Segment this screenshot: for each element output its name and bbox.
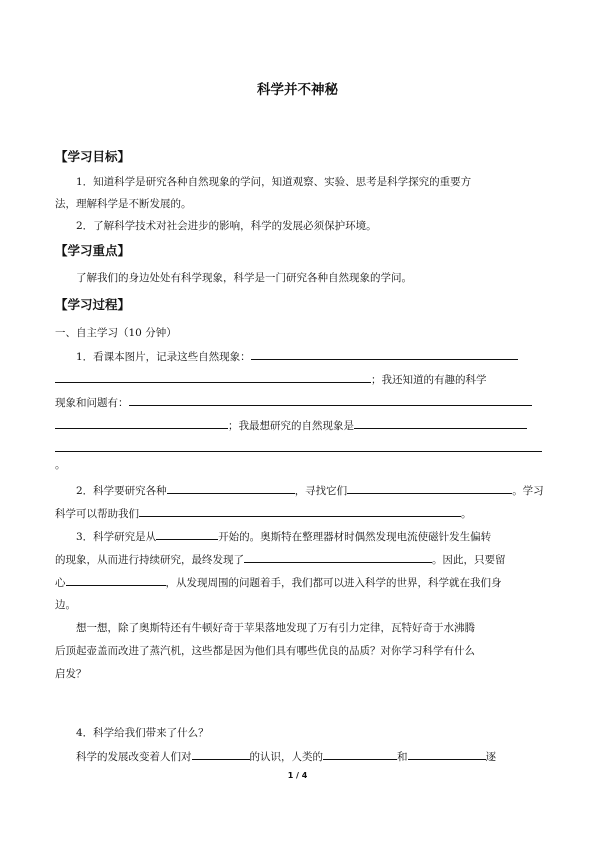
blank-people-understanding[interactable] [192, 748, 250, 760]
question-1-text-d: ；我最想研究的自然现象是 [228, 420, 354, 432]
section-heading-key-points: 【学习重点】 [55, 243, 131, 258]
part-1-title: 一、自主学习（10 分钟） [55, 327, 177, 339]
question-3-line-1 [55, 528, 563, 545]
question-1-line-1 [55, 348, 563, 365]
question-3-line-2 [55, 551, 542, 568]
objective-1-line-1: 1．知道科学是研究各种自然现象的学问，知道观察、实验、思考是科学探究的重要方 [76, 176, 472, 188]
blank-interesting-phenomena-cont[interactable] [55, 417, 228, 429]
question-1-text-c: 现象和问题有： [55, 397, 129, 409]
question-4-text-a: 科学的发展改变着人们对 [76, 751, 192, 763]
question-3-text-b: 开始的。奥斯特在整理器材时偶然发现电流使磁针发生偏转 [218, 531, 492, 543]
blank-interesting-phenomena[interactable] [129, 394, 532, 406]
question-4-text-c: 和 [397, 751, 408, 763]
blank-natural-phenomena-cont[interactable] [55, 371, 371, 383]
question-3-text-a: 3．科学研究是从 [76, 531, 157, 543]
blank-research-starts-from[interactable] [156, 528, 218, 540]
question-3-text-d: 。因此，只要留 [432, 554, 506, 566]
think-line-2: 后顶起壶盖而改进了蒸汽机，这些都是因为他们具有哪些优良的品质？对你学习科学有什么 [55, 645, 475, 657]
blank-natural-phenomena[interactable] [251, 348, 518, 360]
question-2-text-e: 。 [461, 508, 472, 520]
blank-pay-attention[interactable] [66, 574, 166, 586]
question-3-line-3 [55, 574, 542, 591]
section-heading-process: 【学习过程】 [55, 297, 131, 312]
question-2-text-b: ，寻找它们 [294, 485, 348, 497]
blank-science-helps-us[interactable] [139, 505, 461, 517]
question-1-line-5 [55, 440, 542, 457]
objective-2: 2．了解科学技术对社会进步的影响，科学的发展必须保护环境。 [76, 220, 377, 232]
question-4-line-1 [55, 748, 563, 765]
blank-human-aspect-1[interactable] [323, 748, 397, 760]
blank-oersted-discovered[interactable] [244, 551, 432, 563]
question-4-text-b: 的认识，人类的 [249, 751, 323, 763]
blank-find-their[interactable] [347, 482, 512, 494]
question-1-end: 。 [55, 459, 66, 471]
key-points-text: 了解我们的身边处处有科学现象，科学是一门研究各种自然现象的学问。 [76, 272, 412, 284]
think-line-3: 启发？ [55, 668, 87, 680]
question-1-line-3 [55, 394, 542, 411]
section-heading-objectives: 【学习目标】 [55, 149, 131, 164]
question-2-text-a: 2．科学要研究各种 [76, 485, 167, 497]
question-2-line-1 [55, 482, 563, 499]
page-title: 科学并不神秘 [257, 82, 338, 98]
blank-human-aspect-2[interactable] [408, 748, 486, 760]
question-1-line-2 [55, 371, 542, 388]
question-1-prompt: 1．看课本图片，记录这些自然现象： [76, 351, 251, 363]
question-1-text-b: ；我还知道的有趣的科学 [371, 374, 487, 386]
blank-science-studies[interactable] [167, 482, 295, 494]
question-2-line-2 [55, 505, 542, 522]
question-3-text-c: 的现象，从而进行持续研究，最终发现了 [55, 554, 244, 566]
blank-most-wanted-phenomenon-cont[interactable] [55, 440, 542, 452]
question-4-text-d: 逐 [485, 751, 496, 763]
question-3-text-e: 心 [55, 577, 66, 589]
think-line-1: 想一想，除了奥斯特还有牛顿好奇于苹果落地发现了万有引力定律，瓦特好奇于水沸腾 [76, 622, 475, 634]
question-2-text-d: 科学可以帮助我们 [55, 508, 139, 520]
question-3-text-f: ，从发现周围的问题着手，我们都可以进入科学的世界，科学就在我们身 [165, 577, 502, 589]
question-1-line-4 [55, 417, 542, 434]
question-2-text-c: 。学习 [512, 485, 544, 497]
page-number: 1 / 4 [287, 771, 308, 780]
blank-most-wanted-phenomenon[interactable] [354, 417, 527, 429]
question-3-line-4: 边。 [55, 599, 76, 611]
question-4-title: 4．科学给我们带来了什么？ [76, 727, 209, 739]
objective-1-line-2: 法，理解科学是不断发展的。 [55, 198, 192, 210]
